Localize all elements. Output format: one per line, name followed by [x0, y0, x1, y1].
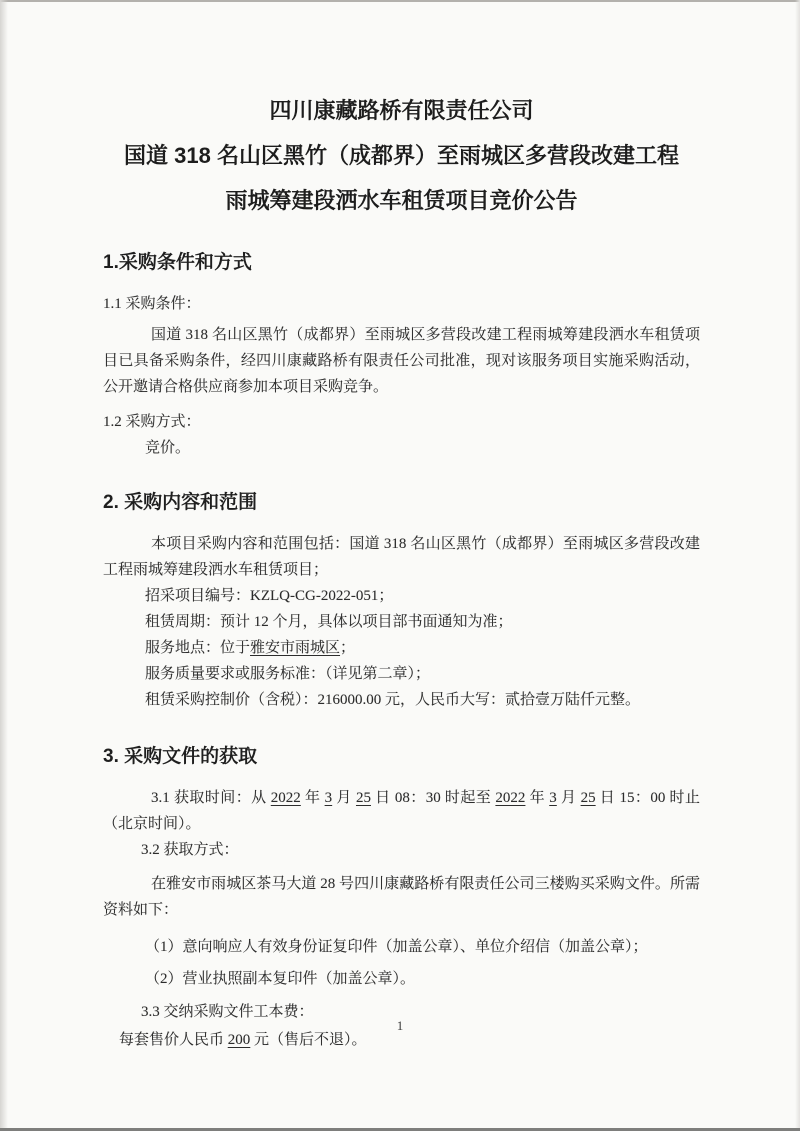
acquisition-method-paragraph: 在雅安市雨城区茶马大道 28 号四川康藏路桥有限责任公司三楼购买采购文件。所需资料如下：: [103, 876, 700, 918]
fee-prefix: 每套售价人民币: [119, 1032, 228, 1048]
clause-1-2-label: 1.2 采购方式：: [103, 414, 201, 430]
time-seg-7: 日 15：00 时止（北京时间）。: [103, 790, 700, 832]
lease-period-line: 租赁周期：预计 12 个月，具体以项目部书面通知为准；: [145, 614, 513, 630]
clause-3-2-label: 3.2 获取方式：: [141, 842, 239, 858]
required-material-2: （2）营业执照副本复印件（加盖公章）。: [145, 971, 416, 987]
time-month-start: 3: [324, 790, 333, 806]
announcement-title: 雨城筹建段洒水车租赁项目竞价公告: [225, 188, 578, 213]
section-2-heading: 2. 采购内容和范围: [103, 492, 258, 513]
clause-3-3-label: 3.3 交纳采购文件工本费：: [141, 1004, 314, 1020]
company-name: 四川康藏路桥有限责任公司: [269, 98, 534, 123]
time-seg-4: 日 08：30 时起至: [370, 790, 496, 806]
section-1-heading: 1.采购条件和方式: [103, 252, 252, 273]
fee-suffix: 元（售后不退）。: [250, 1032, 367, 1048]
location-prefix: 服务地点：位于: [145, 640, 251, 656]
control-price-line: 租赁采购控制价（含税）：216000.00 元，人民币大写：贰拾壹万陆仟元整。: [145, 692, 641, 708]
clause-1-1-label: 1.1 采购条件：: [103, 296, 201, 312]
time-year-start: 2022: [270, 790, 301, 806]
time-year-end: 2022: [495, 790, 526, 806]
section-2-scope-paragraph: 本项目采购内容和范围包括：国道 318 名山区黑竹（成都界）至雨城区多营段改建工程雨城筹建段洒水车租赁项目；: [103, 536, 700, 578]
acquisition-time-paragraph: [103, 785, 700, 837]
clause-1-1-paragraph: 国道 318 名山区黑竹（成都界）至雨城区多营段改建工程雨城筹建段洒水车租赁项目已具备采购条件，经四川康藏路桥有限责任公司批准，现对该服务项目实施采购活动，公开邀请合格供应商参加本项目采购竞争。: [103, 327, 700, 395]
project-number-line: 招采项目编号：KZLQ-CG-2022-051；: [145, 588, 394, 604]
fee-amount-underlined: 200: [227, 1032, 251, 1048]
project-name: 国道 318 名山区黑竹（成都界）至雨城区多营段改建工程: [124, 143, 679, 168]
service-quality-line: 服务质量要求或服务标准：（详见第二章）；: [145, 666, 431, 682]
time-day-end: 25: [580, 790, 596, 806]
section-3-heading: 3. 采购文件的获取: [103, 746, 258, 767]
location-underlined: 雅安市雨城区: [250, 640, 341, 656]
time-seg-1: 3.1 获取时间：从: [151, 790, 271, 806]
document-title: [103, 88, 700, 223]
time-day-start: 25: [355, 790, 371, 806]
time-seg-6: 月: [556, 790, 581, 806]
clause-1-2-value: 竞价。: [145, 440, 191, 456]
required-material-1: （1）意向响应人有效身份证复印件（加盖公章）、单位介绍信（加盖公章）；: [145, 939, 648, 955]
time-month-end: 3: [549, 790, 557, 806]
time-seg-2: 年: [300, 790, 325, 806]
location-suffix: ；: [340, 640, 356, 656]
time-seg-3: 月: [332, 790, 356, 806]
time-seg-5: 年: [525, 790, 550, 806]
page-number: 1: [396, 1018, 404, 1033]
service-location-line: [145, 635, 700, 661]
